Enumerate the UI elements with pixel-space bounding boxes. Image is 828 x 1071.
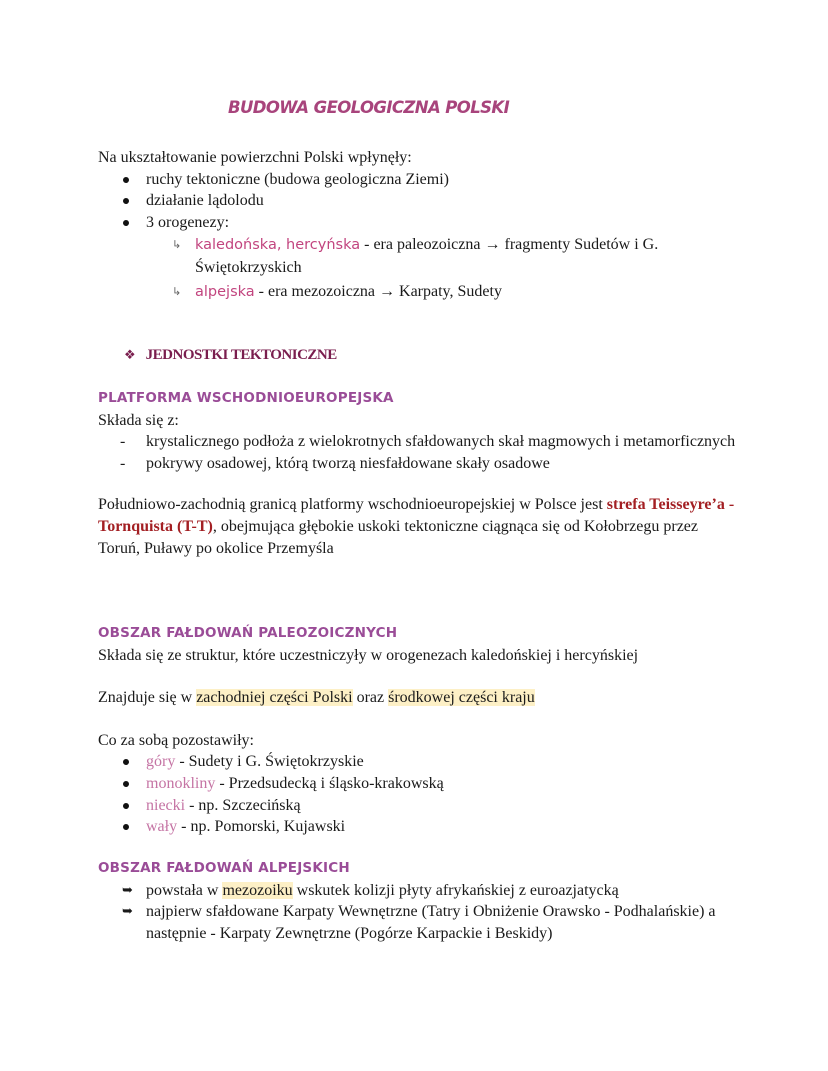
intro-section <box>98 147 738 303</box>
orogeny-term: kaledońska, hercyńska <box>195 237 361 254</box>
item-text: - Sudety i G. Świętokrzyskie <box>175 753 364 771</box>
list-item: działanie lądolodu <box>98 190 738 212</box>
item-text: pokrywy osadowej, którą tworzą niesfałdowane skały osadowe <box>146 454 550 472</box>
highlight: mezozoiku <box>222 881 293 899</box>
orogeny-term: alpejska <box>195 283 255 300</box>
para-text: , obejmująca głębokie uskoki tektoniczne ciągnąca się od Kołobrzegu przez Toruń, Puławy po okolice Przemyśla <box>98 517 698 557</box>
list-item <box>98 751 738 773</box>
platforma-paragraph <box>98 494 738 559</box>
platforma-section <box>98 388 738 559</box>
list-item <box>98 901 738 944</box>
term: niecki <box>146 796 186 814</box>
arrow-bullet-icon: ➥ <box>122 904 133 920</box>
section-heading: OBSZAR FAŁDOWAŃ ALPEJSKICH <box>98 860 350 876</box>
paleo-p1: Składa się ze struktur, które uczestniczyły w orogenezach kaledońskiej i hercyńskiej <box>98 646 639 664</box>
list-item: - pokrywy osadowej, którą tworzą niesfałdowane skały osadowe <box>120 454 550 472</box>
para-text: Znajduje się w <box>98 689 197 707</box>
arrow-bullet-icon: ➥ <box>122 882 133 898</box>
highlight: zachodniej części Polski <box>196 689 353 707</box>
tt-zone-term: strefa Teisseyre’a - Tornquista (T-T) <box>98 496 735 535</box>
diamond-icon: ❖ <box>124 347 136 362</box>
intro-lead: Na ukształtowanie powierzchni Polski wpłynęły: <box>98 149 412 166</box>
highlight: środkowej części kraju <box>388 689 535 707</box>
item-text: wskutek kolizji płyty afrykańskiej z euroazjatycką <box>292 881 619 899</box>
alp-section <box>98 858 738 944</box>
orogeny-desc: - era paleozoiczna → fragmenty Sudetów i G. Świętokrzyskich <box>195 236 659 276</box>
para-text: oraz <box>352 689 389 707</box>
list-item: ruchy tektoniczne (budowa geologiczna Ziemi) <box>98 169 738 191</box>
item-text: - np. Pomorski, Kujawski <box>177 818 346 836</box>
item-text: - Przedsudecką i śląsko-krakowską <box>215 774 444 792</box>
orogeny-desc: - era mezozoiczna → Karpaty, Sudety <box>254 282 502 300</box>
paleo-p3: Co za sobą pozostawiły: <box>98 731 254 749</box>
term: wały <box>146 818 178 836</box>
item-text: krystalicznego podłoża z wielokrotnych sfałdowanych skał magmowych i metamorficznych <box>146 433 736 451</box>
list-item: - krystalicznego podłoża z wielokrotnych sfałdowanych skał magmowych i metamorficznych <box>120 433 736 451</box>
section-heading: PLATFORMA WSCHODNIOEUROPEJSKA <box>98 390 394 406</box>
item-text: najpierw sfałdowane Karpaty Wewnętrzne (Tatry i Obniżenie Orawsko - Podhalańskie) a następnie - Karpaty Zewnętrzne (Pogórze Karpackie i Beskidy) <box>146 903 716 942</box>
section-heading: OBSZAR FAŁDOWAŃ PALEOZOICZNYCH <box>98 625 398 641</box>
paleo-p2 <box>98 687 738 709</box>
list-item <box>98 773 738 795</box>
list-item <box>98 880 738 902</box>
para-text: Południowo-zachodnią granicą platformy wschodnioeuropejskiej w Polsce jest <box>98 496 607 514</box>
return-arrow-icon: ↳ <box>172 238 182 252</box>
list-item <box>98 816 738 838</box>
document-title: BUDOWA GEOLOGICZNA POLSKI <box>228 98 510 117</box>
return-arrow-icon: ↳ <box>172 284 182 298</box>
term: góry <box>146 753 176 771</box>
sub-list-item <box>98 281 738 304</box>
list-item <box>98 795 738 817</box>
list-item: 3 orogenezy: <box>98 212 738 234</box>
platforma-lead: Składa się z: <box>98 411 179 429</box>
item-text: powstała w <box>146 881 223 899</box>
paleo-section <box>98 623 738 838</box>
jednostki-heading: ❖ JEDNOSTKI TEKTONICZNE <box>124 347 337 363</box>
item-text: - np. Szczecińską <box>185 796 301 814</box>
sub-list-item <box>98 234 738 278</box>
term: monokliny <box>146 774 216 792</box>
